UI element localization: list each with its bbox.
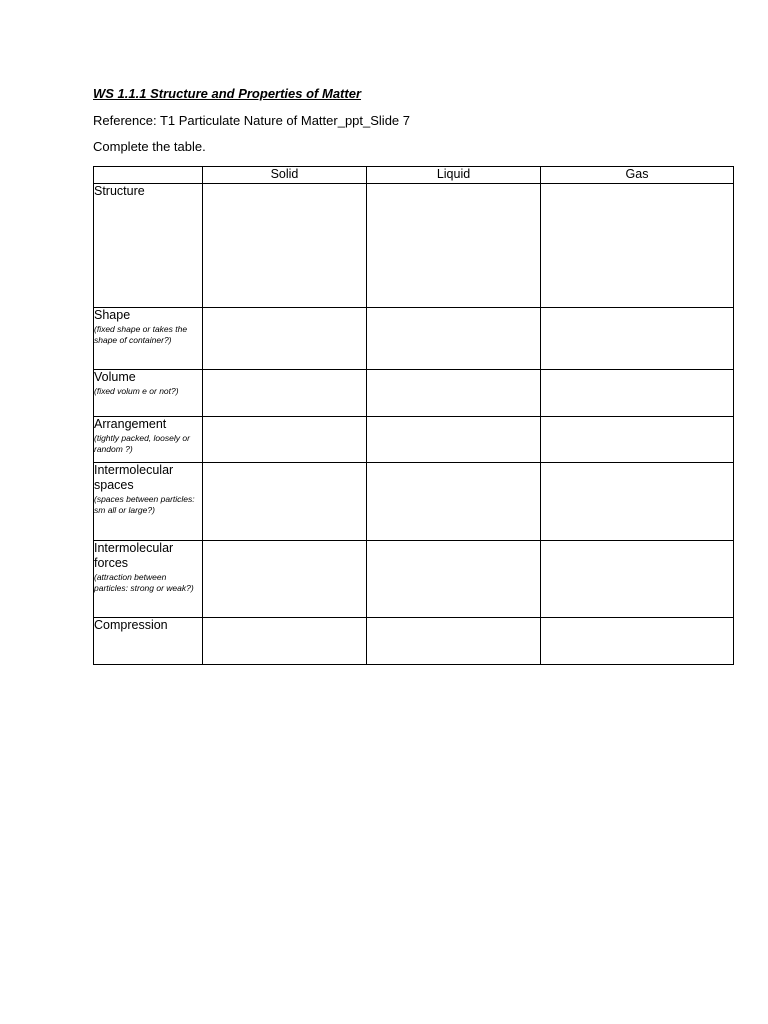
table-row-shape [94, 308, 734, 370]
answer-cell-shape-gas[interactable] [541, 308, 734, 370]
row-hint: (attraction between particles: strong or weak?) [94, 572, 194, 593]
answer-cell-arrangement-liquid[interactable] [367, 417, 541, 463]
table-row-volume [94, 370, 734, 417]
row-hint: (fixed shape or takes the shape of container?) [94, 324, 188, 345]
states-of-matter-table [93, 166, 734, 665]
row-hint: (spaces between particles: sm all or large?) [94, 494, 195, 515]
row-header-intermolecular-spaces [94, 463, 203, 541]
answer-cell-compression-solid[interactable] [203, 618, 367, 665]
table-header-row [94, 167, 734, 184]
row-hint: (fixed volum e or not?) [94, 386, 179, 396]
worksheet-title: WS 1.1.1 Structure and Properties of Matter [93, 86, 362, 101]
column-header-solid: Solid [203, 167, 367, 184]
corner-header [94, 167, 203, 184]
answer-cell-forces-liquid[interactable] [367, 541, 541, 618]
row-header-shape [94, 308, 203, 370]
answer-cell-forces-solid[interactable] [203, 541, 367, 618]
column-header-gas: Gas [541, 167, 734, 184]
answer-cell-forces-gas[interactable] [541, 541, 734, 618]
answer-cell-spaces-gas[interactable] [541, 463, 734, 541]
row-hint: (tightly packed, loosely or random ?) [94, 433, 190, 454]
answer-cell-volume-solid[interactable] [203, 370, 367, 417]
answer-cell-structure-gas[interactable] [541, 184, 734, 308]
table-row-structure [94, 184, 734, 308]
table-row-arrangement [94, 417, 734, 463]
row-label: Volume [94, 370, 136, 384]
row-label: Arrangement [94, 417, 167, 431]
table-row-intermolecular-forces [94, 541, 734, 618]
answer-cell-structure-liquid[interactable] [367, 184, 541, 308]
answer-cell-arrangement-gas[interactable] [541, 417, 734, 463]
reference-line: Reference: T1 Particulate Nature of Matter_ppt_Slide 7 [93, 113, 410, 128]
answer-cell-compression-gas[interactable] [541, 618, 734, 665]
column-header-liquid: Liquid [367, 167, 541, 184]
answer-cell-spaces-solid[interactable] [203, 463, 367, 541]
instruction-line: Complete the table. [93, 139, 206, 154]
row-header-compression [94, 618, 203, 665]
answer-cell-volume-liquid[interactable] [367, 370, 541, 417]
row-label: Intermolecular spaces [94, 463, 174, 492]
answer-cell-structure-solid[interactable] [203, 184, 367, 308]
row-label: Structure [94, 184, 145, 198]
row-header-volume [94, 370, 203, 417]
answer-cell-shape-solid[interactable] [203, 308, 367, 370]
table-row-intermolecular-spaces [94, 463, 734, 541]
answer-cell-arrangement-solid[interactable] [203, 417, 367, 463]
row-header-structure [94, 184, 203, 308]
row-label: Compression [94, 618, 168, 632]
row-label: Intermolecular forces [94, 541, 174, 570]
row-label: Shape [94, 308, 131, 322]
answer-cell-shape-liquid[interactable] [367, 308, 541, 370]
answer-cell-spaces-liquid[interactable] [367, 463, 541, 541]
answer-cell-volume-gas[interactable] [541, 370, 734, 417]
answer-cell-compression-liquid[interactable] [367, 618, 541, 665]
table-row-compression [94, 618, 734, 665]
row-header-arrangement [94, 417, 203, 463]
row-header-intermolecular-forces [94, 541, 203, 618]
